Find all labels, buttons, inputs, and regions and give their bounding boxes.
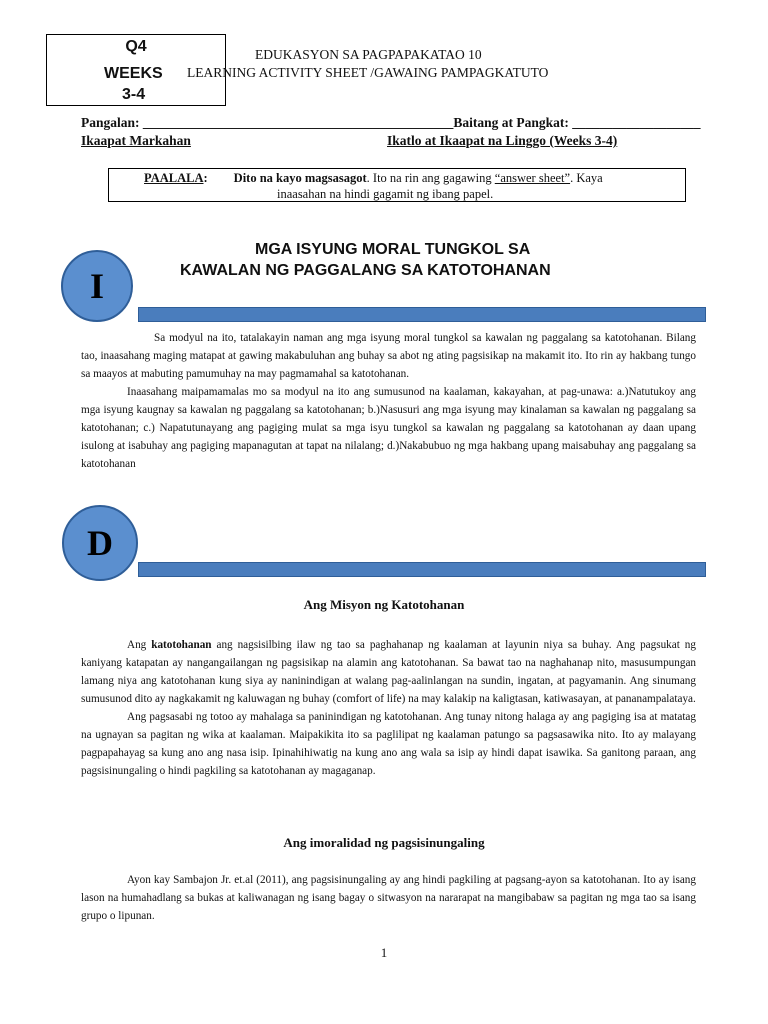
reminder-label: PAALALA (144, 171, 204, 185)
section-d-paragraph-1 (81, 636, 696, 708)
quarter-label: Q4 (125, 38, 147, 55)
section-d-subtitle-2: Ang imoralidad ng pagsisinungaling (283, 835, 485, 850)
reminder-colon: : (203, 171, 208, 185)
name-grade-line: Pangalan: ______________________________________________Baitang at Pangkat: ___________________ (81, 115, 701, 130)
reminder-bold-text: Dito na kayo magsasagot (233, 171, 367, 185)
reminder-line1 (144, 170, 603, 186)
section-i-body (81, 329, 696, 473)
section-d-body (81, 636, 696, 780)
p1-pre: Ang (127, 639, 152, 651)
reminder-quoted: “answer sheet” (494, 171, 571, 185)
p1-bold-term: katotohanan (151, 639, 212, 651)
section-d-body-2 (81, 871, 696, 925)
document-subtitle: LEARNING ACTIVITY SHEET /GAWAING PAMPAGKATUTO (187, 65, 549, 80)
p1-post: ang nagsisilbing ilaw ng tao sa paghahanap ng kaalaman at layunin niya sa buhay. Ang pagsukat ng kaniyang katapatan ay nangangailangan ng pagsisikap na alamin ang katotohanan. Sa bawat tao na naghahanap nito, masusumpungan lamang niya ang katotohanan kung siya ay naninindigan at walang pag-aalinlangan na sundin, ingatan, at pagyamanin. Ang sinumang sumusunod dito ay nagkakamit ng kaluwagan ng buhay (comfort of life) na may kalakip na kaligtasan, katiwasayan, at pananampalataya. (81, 639, 696, 705)
section-d-paragraph-2: Ang pagsasabi ng totoo ay mahalaga sa paninindigan ng katotohanan. Ang tunay nitong halaga ay ang pagiging isa at matatag na ugnayan sa pagitan ng wika at kaalaman. Maipakikita ito sa paglilipat ng kaalaman patungo sa pagsasawika nito. Ito ay malayang pagpapahayag sa kung ano ang nasa isip. Ipinahihiwatig na kung ano ang wala sa isip ay hindi dapat isawika. Sa ganitong paraan, ang pagsisinungaling o hindi pagkiling sa katotohanan ay magaganap. (81, 711, 696, 777)
document-title: EDUKASYON SA PAGPAPAKATAO 10 (255, 47, 482, 62)
section-d-divider-bar (138, 562, 706, 577)
section-i-circle: I (61, 250, 133, 322)
section-d-circle: D (62, 505, 138, 581)
section-i-title-line2: KAWALAN NG PAGGALANG SA KATOTOHANAN (180, 262, 551, 279)
weeks-label: WEEKS (104, 65, 163, 82)
section-i-paragraph-2: Inaasahang maipamamalas mo sa modyul na ito ang sumusunod na kaalaman, kakayahan, at pag-unawa: a.)Natutukoy ang mga isyung kaugnay sa kawalan ng paggalang sa katotohanan; b.)Nasusuri ang mga isyung may kinalaman sa kawalan ng paggalang sa katotohanan; c.) Napatutunayang ang pagiging mulat sa mga isyu tungkol sa kawalan ng paggalang sa katotohanan ay daan upang isulong at isabuhay ang pagiging mapanagutan at tapat na nilalang; d.)Nakabubuo ng mga hakbang upang maisabuhay ang paggalang sa katotohanan (81, 386, 696, 470)
section-i-divider-bar (138, 307, 706, 322)
weeks-text: Ikatlo at Ikaapat na Linggo (Weeks 3-4) (387, 133, 618, 148)
reminder-line2: inaasahan na hindi gagamit ng ibang papel. (277, 187, 494, 201)
weeks-range: 3-4 (122, 86, 146, 103)
reminder-box (108, 168, 686, 202)
section-d-subtitle: Ang Misyon ng Katotohanan (303, 597, 465, 612)
reminder-text: . Ito na rin ang gagawing (366, 171, 495, 185)
section-i-title-line1: MGA ISYUNG MORAL TUNGKOL SA (255, 241, 531, 258)
reminder-text-end: . Kaya (570, 171, 603, 185)
page-number: 1 (380, 945, 388, 960)
section-d-paragraph-3: Ayon kay Sambajon Jr. et.al (2011), ang pagsisinungaling ay ang hindi pagkiling at pagsang-ayon sa katotohanan. Ito ay isang lason na humahadlang sa bukas at kaliwanagan ng isang bagay o sitwasyon na nararapat na mangibabaw sa pagitan ng mga tao sa isang grupo o lipunan. (81, 874, 696, 922)
quarter-text: Ikaapat Markahan (81, 133, 191, 148)
section-i-paragraph-1: Sa modyul na ito, tatalakayin naman ang mga isyung moral tungkol sa kawalan ng paggalang sa katotohanan. Bilang tao, inaasahang maging matapat at gawing makabuluhan ang buhay sa abot ng ating pagsisikap na makamit ito. Ito rin ay hakbang tungo sa maayos at mabuting pamumuhay na may pagmamahal sa katotohanan. (81, 332, 696, 380)
